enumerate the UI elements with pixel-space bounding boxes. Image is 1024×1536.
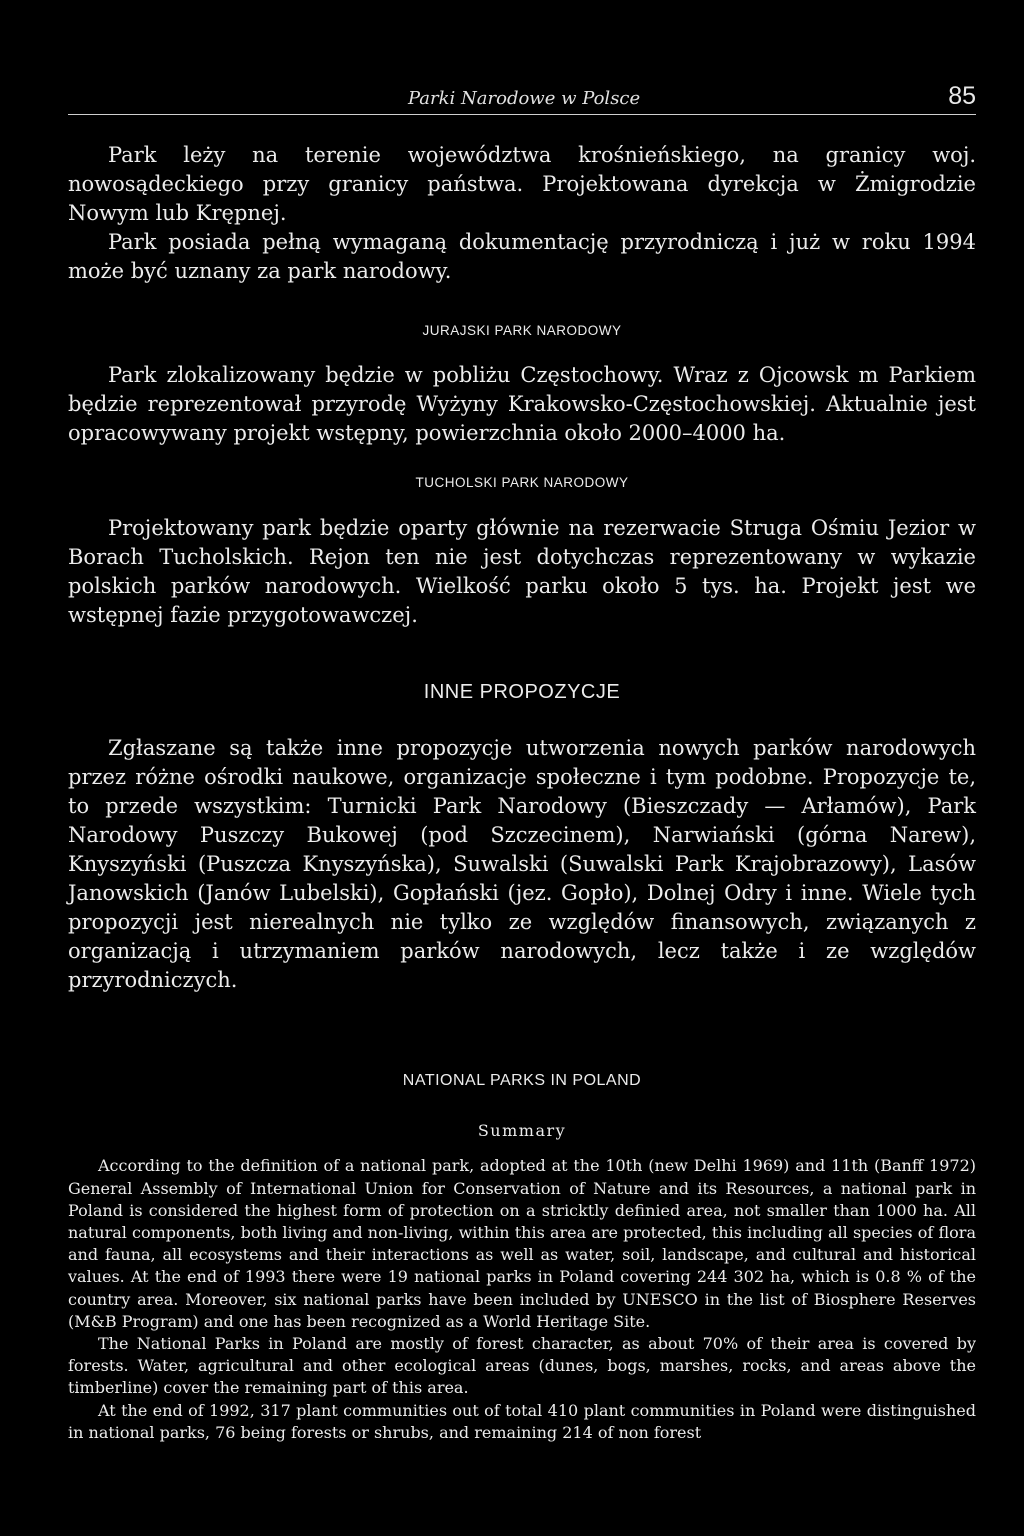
summary-paragraph-3: At the end of 1992, 317 plant communities out of total 410 plant communities in Poland were distinguished in national parks, 76 being forests or shrubs, and remaining 214 of non forest	[68, 1400, 976, 1442]
summary-subheading: Summary	[477, 1121, 567, 1141]
summary-section	[68, 1070, 976, 1444]
running-header	[68, 80, 976, 115]
tucholski-section	[68, 468, 976, 630]
intro-section	[68, 141, 976, 286]
jurajski-section	[68, 316, 976, 448]
tucholski-paragraph: Projektowany park będzie oparty głównie na rezerwacie Struga Ośmiu Jezior w Borach Tucholskich. Rejon ten nie jest dotychczas reprezentowany w wykazie polskich parków narodowych. Wielkość parku około 5 tys. ha. Projekt jest we wstępnej fazie przygotowawczej.	[68, 516, 976, 627]
summary-heading: NATIONAL PARKS IN POLAND	[402, 1072, 642, 1089]
page-number: 85	[948, 82, 976, 110]
jurajski-paragraph: Park zlokalizowany będzie w pobliżu Częstochowy. Wraz z Ojcowsk m Parkiem będzie reprezentował przyrodę Wyżyny Krakowsko-Częstochowskiej. Aktualnie jest opracowywany projekt wstępny, powierzchnia około 2000–4000 ha.	[68, 363, 976, 445]
section-heading-jurajski: JURAJSKI PARK NARODOWY	[422, 323, 622, 338]
running-title: Parki Narodowe w Polsce	[408, 88, 641, 109]
inne-section	[68, 678, 976, 995]
intro-paragraph-2: Park posiada pełną wymaganą dokumentację przyrodniczą i już w roku 1994 może być uznany za park narodowy.	[68, 230, 976, 283]
section-heading-tucholski: TUCHOLSKI PARK NARODOWY	[415, 475, 629, 490]
intro-paragraph-1: Park leży na terenie województwa krośnieńskiego, na granicy woj. nowosądeckiego przy granicy państwa. Projektowana dyrekcja w Żmigrodzie Nowym lub Krępnej.	[68, 143, 976, 225]
summary-paragraph-1: According to the definition of a national park, adopted at the 10th (new Delhi 1969) and 11th (Banff 1972) General Assembly of International Union for Conservation of Nature and its Resources, a national park in Poland is considered the highest form of protection on a stricktly definied area, not smaller than 1000 ha. All natural components, both living and non-living, within this area are protected, this including all species of flora and fauna, all ecosystems and their interactions as well as water, soil, landscape, and cultural and historical values. At the end of 1993 there were 19 national parks in Poland covering 244 302 ha, which is 0.8 % of the country area. Moreover, six national parks have been included by UNESCO in the list of Biosphere Reserves (M&B Program) and one has been recognized as a World Heritage Site.	[68, 1156, 976, 1331]
section-heading-inne: INNE PROPOZYCJE	[423, 681, 621, 703]
summary-paragraph-2: The National Parks in Poland are mostly of forest character, as about 70% of their area is covered by forests. Water, agricultural and other ecological areas (dunes, bogs, marshes, rocks, and areas above the timberline) cover the remaining part of this area.	[68, 1334, 976, 1398]
inne-paragraph: Zgłaszane są także inne propozycje utworzenia nowych parków narodowych przez różne ośrodki naukowe, organizacje społeczne i tym podobne. Propozycje te, to przede wszystkim: Turnicki Park Narodowy (Bieszczady — Arłamów), Park Narodowy Puszczy Bukowej (pod Szczecinem), Narwiański (górna Narew), Knyszyński (Puszcza Knyszyńska), Suwalski (Suwalski Park Krajobrazowy), Lasów Janowskich (Janów Lubelski), Gopłański (jez. Gopło), Dolnej Odry i inne. Wiele tych propozycji jest nierealnych nie tylko ze względów finansowych, związanych z organizacją i utrzymaniem parków narodowych, lecz także i ze względów przyrodniczych.	[68, 736, 976, 992]
